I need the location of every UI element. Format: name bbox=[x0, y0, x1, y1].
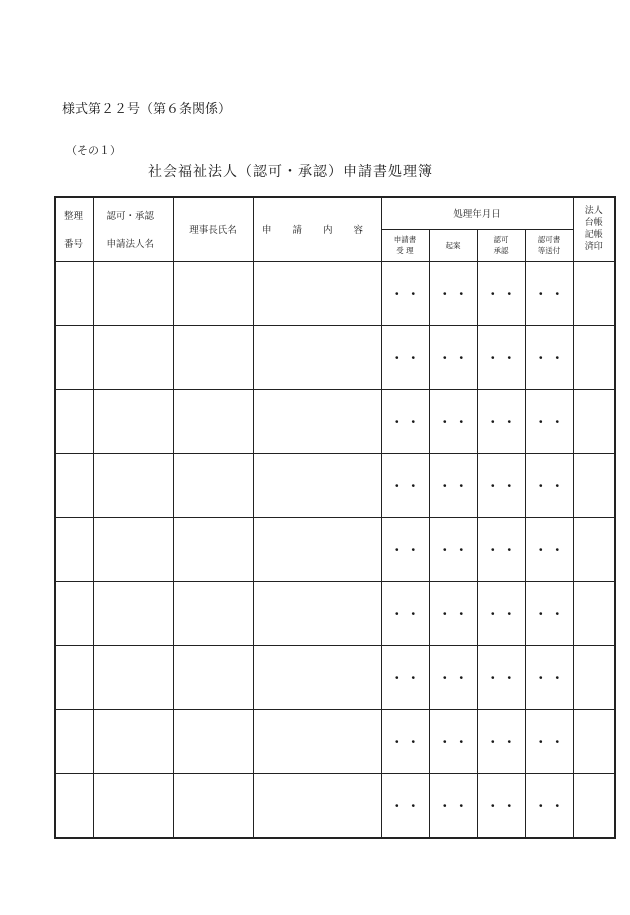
date-cell[interactable] bbox=[477, 517, 525, 581]
date-separator-dot: ・ bbox=[534, 798, 547, 813]
register-stamp-cell[interactable] bbox=[573, 325, 615, 389]
date-separator-dot: ・ bbox=[551, 478, 564, 493]
date-separator-dot: ・ bbox=[438, 542, 451, 557]
date-separator-dot: ・ bbox=[503, 350, 516, 365]
date-separators bbox=[526, 605, 573, 622]
date-cell[interactable] bbox=[525, 261, 573, 325]
date-separator-dot: ・ bbox=[438, 350, 451, 365]
date-cell[interactable] bbox=[477, 261, 525, 325]
date-separator-dot: ・ bbox=[503, 734, 516, 749]
application-content-cell[interactable] bbox=[253, 261, 381, 325]
date-separators bbox=[430, 669, 477, 686]
date-separator-dot: ・ bbox=[503, 414, 516, 429]
applicant-name-cell[interactable] bbox=[93, 581, 173, 645]
date-separator-dot: ・ bbox=[407, 606, 420, 621]
register-body bbox=[55, 261, 615, 838]
date-separator-dot: ・ bbox=[551, 734, 564, 749]
date-separators bbox=[430, 477, 477, 494]
date-separators bbox=[382, 733, 429, 750]
header-approval: 認可 承認 bbox=[477, 229, 525, 261]
date-cell[interactable] bbox=[381, 453, 429, 517]
date-separator-dot: ・ bbox=[438, 478, 451, 493]
date-separator-dot: ・ bbox=[486, 606, 499, 621]
header-certificate-sent: 認可書 等送付 bbox=[525, 229, 573, 261]
application-content-cell[interactable] bbox=[253, 645, 381, 709]
date-separators bbox=[526, 797, 573, 814]
date-separator-dot: ・ bbox=[438, 286, 451, 301]
date-separators bbox=[526, 413, 573, 430]
application-content-cell[interactable] bbox=[253, 709, 381, 773]
date-separator-dot: ・ bbox=[438, 606, 451, 621]
date-separator-dot: ・ bbox=[534, 286, 547, 301]
applicant-name-cell[interactable] bbox=[93, 517, 173, 581]
register-row bbox=[55, 517, 615, 581]
date-separator-dot: ・ bbox=[551, 542, 564, 557]
date-separators bbox=[430, 349, 477, 366]
date-separator-dot: ・ bbox=[551, 606, 564, 621]
date-cell[interactable] bbox=[429, 773, 477, 838]
header-legal-register-stamp: 法人 台帳 記帳 済印 bbox=[573, 197, 615, 261]
reference-number-cell[interactable] bbox=[55, 453, 93, 517]
date-separator-dot: ・ bbox=[534, 734, 547, 749]
chairperson-name-cell[interactable] bbox=[173, 453, 253, 517]
register-stamp-cell[interactable] bbox=[573, 261, 615, 325]
date-cell[interactable] bbox=[381, 389, 429, 453]
date-cell[interactable] bbox=[429, 517, 477, 581]
date-separator-dot: ・ bbox=[407, 414, 420, 429]
date-cell[interactable] bbox=[429, 325, 477, 389]
date-cell[interactable] bbox=[525, 453, 573, 517]
reference-number-cell[interactable] bbox=[55, 517, 93, 581]
date-cell[interactable] bbox=[525, 517, 573, 581]
form-number: 様式第２２号（第６条関係） bbox=[62, 102, 232, 117]
reference-number-cell[interactable] bbox=[55, 709, 93, 773]
date-separator-dot: ・ bbox=[486, 414, 499, 429]
date-separator-dot: ・ bbox=[503, 798, 516, 813]
date-separators bbox=[478, 349, 525, 366]
date-cell[interactable] bbox=[381, 517, 429, 581]
chairperson-name-cell[interactable] bbox=[173, 645, 253, 709]
date-separator-dot: ・ bbox=[551, 670, 564, 685]
date-separator-dot: ・ bbox=[551, 798, 564, 813]
date-separator-dot: ・ bbox=[455, 798, 468, 813]
date-separator-dot: ・ bbox=[407, 542, 420, 557]
date-separator-dot: ・ bbox=[534, 606, 547, 621]
date-separator-dot: ・ bbox=[455, 542, 468, 557]
date-separators bbox=[478, 733, 525, 750]
date-cell[interactable] bbox=[525, 709, 573, 773]
register-row bbox=[55, 773, 615, 838]
date-cell[interactable] bbox=[429, 261, 477, 325]
register-row bbox=[55, 645, 615, 709]
date-separators bbox=[382, 669, 429, 686]
date-separator-dot: ・ bbox=[390, 542, 403, 557]
date-separator-dot: ・ bbox=[407, 798, 420, 813]
register-stamp-cell[interactable] bbox=[573, 773, 615, 838]
register-stamp-cell[interactable] bbox=[573, 389, 615, 453]
chairperson-name-cell[interactable] bbox=[173, 261, 253, 325]
date-separator-dot: ・ bbox=[390, 798, 403, 813]
date-separators bbox=[430, 541, 477, 558]
date-separator-dot: ・ bbox=[390, 350, 403, 365]
date-separator-dot: ・ bbox=[390, 606, 403, 621]
date-cell[interactable] bbox=[477, 453, 525, 517]
date-cell[interactable] bbox=[381, 773, 429, 838]
header-reference-number: 整理 番号 bbox=[55, 197, 93, 261]
date-cell[interactable] bbox=[381, 709, 429, 773]
date-cell[interactable] bbox=[429, 581, 477, 645]
date-separators bbox=[478, 413, 525, 430]
date-separators bbox=[430, 733, 477, 750]
date-cell[interactable] bbox=[477, 709, 525, 773]
application-content-cell[interactable] bbox=[253, 517, 381, 581]
register-row bbox=[55, 709, 615, 773]
reference-number-cell[interactable] bbox=[55, 581, 93, 645]
date-separators bbox=[478, 285, 525, 302]
date-separator-dot: ・ bbox=[455, 286, 468, 301]
date-separator-dot: ・ bbox=[407, 670, 420, 685]
date-separator-dot: ・ bbox=[407, 350, 420, 365]
applicant-name-cell[interactable] bbox=[93, 325, 173, 389]
date-cell[interactable] bbox=[525, 581, 573, 645]
date-cell[interactable] bbox=[525, 325, 573, 389]
date-cell[interactable] bbox=[381, 261, 429, 325]
date-separator-dot: ・ bbox=[486, 798, 499, 813]
register-row bbox=[55, 453, 615, 517]
date-separator-dot: ・ bbox=[503, 286, 516, 301]
date-separator-dot: ・ bbox=[534, 478, 547, 493]
date-cell[interactable] bbox=[381, 645, 429, 709]
date-separators bbox=[382, 413, 429, 430]
date-cell[interactable] bbox=[429, 709, 477, 773]
date-separator-dot: ・ bbox=[534, 350, 547, 365]
date-separator-dot: ・ bbox=[455, 350, 468, 365]
chairperson-name-cell[interactable] bbox=[173, 325, 253, 389]
date-separator-dot: ・ bbox=[390, 414, 403, 429]
date-separator-dot: ・ bbox=[455, 734, 468, 749]
date-separator-dot: ・ bbox=[551, 414, 564, 429]
date-cell[interactable] bbox=[477, 581, 525, 645]
application-content-cell[interactable] bbox=[253, 389, 381, 453]
register-row bbox=[55, 581, 615, 645]
date-separators bbox=[526, 285, 573, 302]
date-separator-dot: ・ bbox=[407, 734, 420, 749]
reference-number-cell[interactable] bbox=[55, 389, 93, 453]
date-separator-dot: ・ bbox=[438, 734, 451, 749]
application-content-cell[interactable] bbox=[253, 325, 381, 389]
register-stamp-cell[interactable] bbox=[573, 645, 615, 709]
subtitle-label: （その１） bbox=[66, 144, 121, 157]
date-separator-dot: ・ bbox=[534, 670, 547, 685]
register-title: 社会福祉法人（認可・承認）申請書処理簿 bbox=[148, 164, 433, 180]
date-separator-dot: ・ bbox=[407, 286, 420, 301]
date-separators bbox=[430, 797, 477, 814]
date-cell[interactable] bbox=[477, 325, 525, 389]
date-cell[interactable] bbox=[525, 773, 573, 838]
date-separator-dot: ・ bbox=[503, 542, 516, 557]
reference-number-cell[interactable] bbox=[55, 261, 93, 325]
application-content-cell[interactable] bbox=[253, 581, 381, 645]
date-cell[interactable] bbox=[525, 389, 573, 453]
date-separator-dot: ・ bbox=[486, 542, 499, 557]
date-cell[interactable] bbox=[429, 453, 477, 517]
date-separator-dot: ・ bbox=[503, 670, 516, 685]
date-cell[interactable] bbox=[477, 773, 525, 838]
header-application-received: 申請書 受 理 bbox=[381, 229, 429, 261]
date-separator-dot: ・ bbox=[551, 350, 564, 365]
date-separators bbox=[382, 605, 429, 622]
date-separators bbox=[526, 669, 573, 686]
date-separators bbox=[382, 349, 429, 366]
date-cell[interactable] bbox=[429, 389, 477, 453]
date-separator-dot: ・ bbox=[407, 478, 420, 493]
chairperson-name-cell[interactable] bbox=[173, 581, 253, 645]
date-separator-dot: ・ bbox=[534, 414, 547, 429]
date-separators bbox=[382, 797, 429, 814]
date-separator-dot: ・ bbox=[455, 606, 468, 621]
date-cell[interactable] bbox=[381, 325, 429, 389]
date-cell[interactable] bbox=[381, 581, 429, 645]
date-separators bbox=[478, 605, 525, 622]
applicant-name-cell[interactable] bbox=[93, 453, 173, 517]
date-separator-dot: ・ bbox=[390, 478, 403, 493]
date-cell[interactable] bbox=[477, 389, 525, 453]
chairperson-name-cell[interactable] bbox=[173, 709, 253, 773]
date-separator-dot: ・ bbox=[503, 606, 516, 621]
register-stamp-cell[interactable] bbox=[573, 709, 615, 773]
date-separator-dot: ・ bbox=[486, 478, 499, 493]
date-cell[interactable] bbox=[477, 645, 525, 709]
header-processing-date: 処理年月日 bbox=[381, 197, 573, 229]
header-draft: 起案 bbox=[429, 229, 477, 261]
reference-number-cell[interactable] bbox=[55, 645, 93, 709]
date-separator-dot: ・ bbox=[390, 670, 403, 685]
header-application-content: 申 請 内 容 bbox=[253, 197, 381, 261]
date-separators bbox=[526, 477, 573, 494]
register-row bbox=[55, 261, 615, 325]
applicant-name-cell[interactable] bbox=[93, 645, 173, 709]
date-separator-dot: ・ bbox=[486, 286, 499, 301]
applicant-name-cell[interactable] bbox=[93, 709, 173, 773]
application-content-cell[interactable] bbox=[253, 773, 381, 838]
register-stamp-cell[interactable] bbox=[573, 453, 615, 517]
date-separator-dot: ・ bbox=[551, 286, 564, 301]
chairperson-name-cell[interactable] bbox=[173, 389, 253, 453]
register-row bbox=[55, 325, 615, 389]
date-separators bbox=[526, 733, 573, 750]
register-stamp-cell[interactable] bbox=[573, 517, 615, 581]
applicant-name-cell[interactable] bbox=[93, 261, 173, 325]
date-separators bbox=[478, 669, 525, 686]
date-separators bbox=[430, 285, 477, 302]
applicant-name-cell[interactable] bbox=[93, 389, 173, 453]
date-cell[interactable] bbox=[525, 645, 573, 709]
reference-number-cell[interactable] bbox=[55, 325, 93, 389]
date-separator-dot: ・ bbox=[438, 670, 451, 685]
chairperson-name-cell[interactable] bbox=[173, 517, 253, 581]
date-separator-dot: ・ bbox=[486, 734, 499, 749]
reference-number-cell[interactable] bbox=[55, 773, 93, 838]
date-separators bbox=[382, 541, 429, 558]
chairperson-name-cell[interactable] bbox=[173, 773, 253, 838]
register-stamp-cell[interactable] bbox=[573, 581, 615, 645]
header-chairperson-name: 理事長氏名 bbox=[173, 197, 253, 261]
date-separator-dot: ・ bbox=[486, 670, 499, 685]
date-separator-dot: ・ bbox=[438, 414, 451, 429]
date-separator-dot: ・ bbox=[486, 350, 499, 365]
date-separator-dot: ・ bbox=[438, 798, 451, 813]
header-applicant-name: 認可・承認 申請法人名 bbox=[93, 197, 173, 261]
date-separators bbox=[478, 477, 525, 494]
date-separator-dot: ・ bbox=[503, 478, 516, 493]
date-separator-dot: ・ bbox=[534, 542, 547, 557]
date-separator-dot: ・ bbox=[455, 478, 468, 493]
date-cell[interactable] bbox=[429, 645, 477, 709]
date-separators bbox=[430, 605, 477, 622]
date-separator-dot: ・ bbox=[455, 670, 468, 685]
date-separator-dot: ・ bbox=[390, 286, 403, 301]
processing-register-table bbox=[54, 196, 616, 839]
date-separators bbox=[478, 797, 525, 814]
application-content-cell[interactable] bbox=[253, 453, 381, 517]
date-separator-dot: ・ bbox=[455, 414, 468, 429]
register-row bbox=[55, 389, 615, 453]
applicant-name-cell[interactable] bbox=[93, 773, 173, 838]
date-separators bbox=[382, 477, 429, 494]
date-separators bbox=[430, 413, 477, 430]
date-separators bbox=[382, 285, 429, 302]
date-separators bbox=[478, 541, 525, 558]
date-separators bbox=[526, 349, 573, 366]
date-separator-dot: ・ bbox=[390, 734, 403, 749]
date-separators bbox=[526, 541, 573, 558]
